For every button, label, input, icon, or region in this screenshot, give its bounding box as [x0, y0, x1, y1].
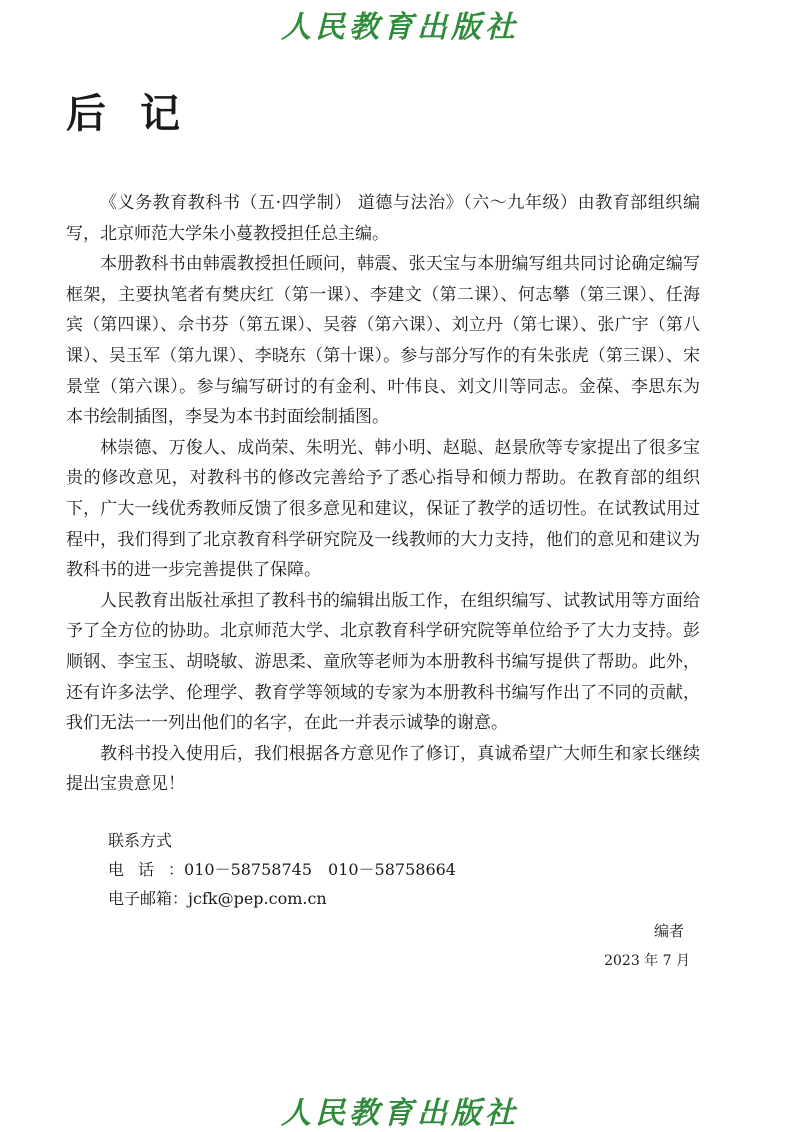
- afterword-body: [66, 188, 700, 800]
- paragraph: 《义务教育教科书（五·四学制） 道德与法治》（六～九年级）由教育部组织编写，北京师范大学朱小蔓教授担任总主编。: [66, 193, 700, 244]
- paragraph: 人民教育出版社承担了教科书的编辑出版工作，在组织编写、试教试用等方面给予了全方位的协助。北京师范大学、北京教育科学研究院等单位给予了大力支持。彭顺钢、李宝玉、胡晓敏、游思柔、童欣等老师为本册教科书编写提供了帮助。此外，还有许多法学、伦理学、教育学等领域的专家为本册教科书编写作出了不同的贡献，我们无法一一列出他们的名字，在此一并表示诚挚的谢意。: [66, 590, 700, 734]
- contact-block: [108, 826, 456, 913]
- editor-signature: 编者: [653, 922, 684, 940]
- paragraph: 本册教科书由韩震教授担任顾问，韩震、张天宝与本册编写组共同讨论确定编写框架，主要执笔者有樊庆红（第一课）、李建文（第二课）、何志攀（第三课）、任海宾（第四课）、佘书芬（第五课）、吴蓉（第六课）、刘立丹（第七课）、张广宇（第八课）、吴玉军（第九课）、李晓东（第十课）。参与部分写作的有朱张虎（第三课）、宋景堂（第六课）。参与编写研讨的有金利、叶伟良、刘文川等同志。金葆、李思东为本书绘制插图，李旻为本书封面绘制插图。: [66, 254, 700, 428]
- signature-date: 2023 年 7 月: [604, 953, 690, 969]
- contact-heading: 联系方式: [108, 831, 173, 850]
- email-label: 电子邮箱: [108, 889, 173, 908]
- publisher-logo-top: 人民教育出版社: [281, 10, 519, 45]
- phone-values: 010－58758745 010－58758664: [184, 860, 456, 879]
- email-row: 电子邮箱：jcfk@pep.com.cn: [108, 889, 327, 908]
- email-value: jcfk@pep.com.cn: [188, 889, 327, 908]
- paragraph: 教科书投入使用后，我们根据各方意见作了修订，真诚希望广大师生和家长继续提出宝贵意见！: [66, 743, 700, 795]
- page-title: 后记: [66, 91, 214, 137]
- paragraph: 林崇德、万俊人、成尚荣、朱明光、韩小明、赵聪、赵景欣等专家提出了很多宝贵的修改意见，对教科书的修改完善给予了悉心指导和倾力帮助。在教育部的组织下，广大一线优秀教师反馈了很多意见和建议，保证了教学的适切性。在试教试用过程中，我们得到了北京教育科学研究院及一线教师的大力支持，他们的意见和建议为教科书的进一步完善提供了保障。: [66, 437, 700, 581]
- phone-label: 电话: [108, 860, 169, 879]
- signature-block: [604, 916, 690, 976]
- publisher-logo-bottom: 人民教育出版社: [281, 1096, 519, 1131]
- phone-row: 电话：010－58758745 010－58758664: [108, 860, 456, 879]
